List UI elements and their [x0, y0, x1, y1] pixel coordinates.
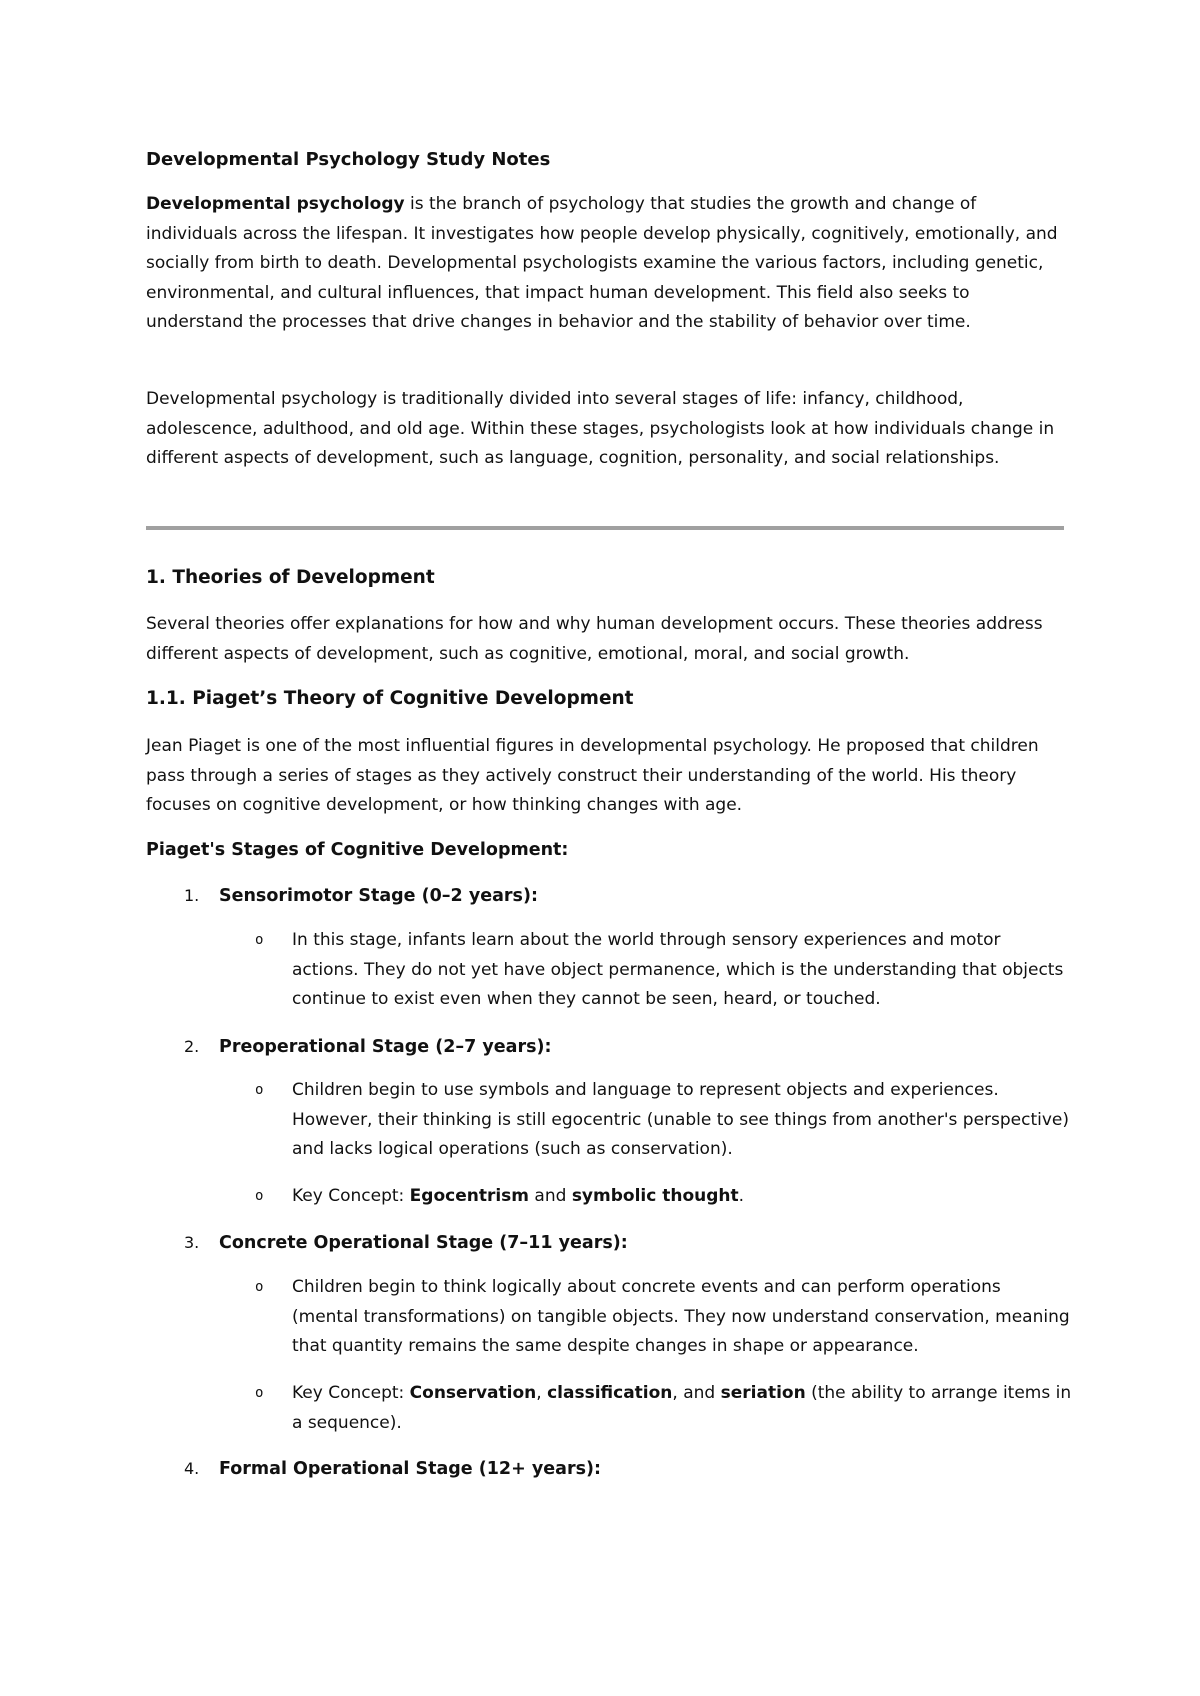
bullet-marker: o — [255, 1279, 264, 1295]
section-heading-theories: 1. Theories of Development — [146, 567, 435, 588]
stage-number: 3. — [184, 1233, 200, 1252]
separator: and — [529, 1186, 572, 1206]
stage-title-formal-operational: Formal Operational Stage (12+ years): — [219, 1459, 601, 1479]
stage-title-sensorimotor: Sensorimotor Stage (0–2 years): — [219, 886, 538, 906]
key-term: symbolic thought — [571, 1186, 739, 1206]
separator: , and — [672, 1383, 721, 1403]
intro-term: Developmental psychology — [146, 194, 405, 214]
theories-paragraph: Several theories offer explanations for how and why human development occurs. These theories address different aspects of development, such as cognitive, emotional, moral, and social growth. — [146, 614, 1043, 664]
stage-number: 4. — [184, 1459, 200, 1478]
stage-title-concrete-operational: Concrete Operational Stage (7–11 years): — [219, 1233, 628, 1253]
key-term: Egocentrism — [409, 1186, 530, 1206]
stage-bullet: Children begin to use symbols and language to represent objects and experiences. However, their thinking is still egocentric (unable to see things from another's perspective) and lacks logical operations (such as conservation). — [292, 1080, 1070, 1159]
bullet-marker: o — [255, 1082, 264, 1098]
bullet-marker: o — [255, 1188, 264, 1204]
key-concept-label: Key Concept: — [292, 1186, 410, 1206]
key-term: seriation — [720, 1383, 806, 1403]
suffix: (the ability to arrange items in a sequence). — [292, 1383, 1072, 1433]
stage-title-preoperational: Preoperational Stage (2–7 years): — [219, 1037, 552, 1057]
key-term: Conservation — [409, 1383, 537, 1403]
key-term: classification — [547, 1383, 673, 1403]
key-concept-label: Key Concept: — [292, 1383, 410, 1403]
stage-number: 2. — [184, 1037, 200, 1056]
stages-list-heading: Piaget's Stages of Cognitive Development: — [146, 840, 569, 860]
stage-bullet: In this stage, infants learn about the world through sensory experiences and motor actions. They do not yet have object permanence, which is the understanding that objects continue to exist even when they cannot be seen, heard, or touched. — [292, 930, 1064, 1009]
subsection-heading-piaget: 1.1. Piaget’s Theory of Cognitive Development — [146, 688, 634, 709]
piaget-paragraph: Jean Piaget is one of the most influential figures in developmental psychology. He proposed that children pass through a series of stages as they actively construct their understanding of the world. His theory focuses on cognitive development, or how thinking changes with age. — [146, 736, 1039, 815]
life-stages-paragraph: Developmental psychology is traditionally divided into several stages of life: infancy, childhood, adolescence, adulthood, and old age. Within these stages, psychologists look at how individuals change in different aspects of development, such as language, cognition, personality, and social relationships. — [146, 389, 1055, 468]
suffix: . — [738, 1186, 745, 1206]
key-concept-bullet — [292, 1379, 1072, 1438]
intro-paragraph — [146, 190, 1066, 338]
bullet-marker: o — [255, 1385, 264, 1401]
horizontal-divider — [146, 526, 1064, 530]
stage-bullet: Children begin to think logically about concrete events and can perform operations (mental transformations) on tangible objects. They now understand conservation, meaning that quantity remains the same despite changes in shape or appearance. — [292, 1277, 1070, 1356]
bullet-marker: o — [255, 932, 264, 948]
document-title: Developmental Psychology Study Notes — [146, 149, 551, 170]
separator: , — [536, 1383, 548, 1403]
key-concept-bullet — [292, 1182, 1072, 1212]
stage-number: 1. — [184, 886, 200, 905]
intro-text: is the branch of psychology that studies the growth and change of individuals across the lifespan. It investigates how people develop physically, cognitively, emotionally, and socially from birth to death. Developmental psychologists examine the various factors, including genetic, environmental, and cultural influences, that impact human development. This field also seeks to understand the processes that drive changes in behavior and the stability of behavior over time. — [146, 194, 1058, 332]
